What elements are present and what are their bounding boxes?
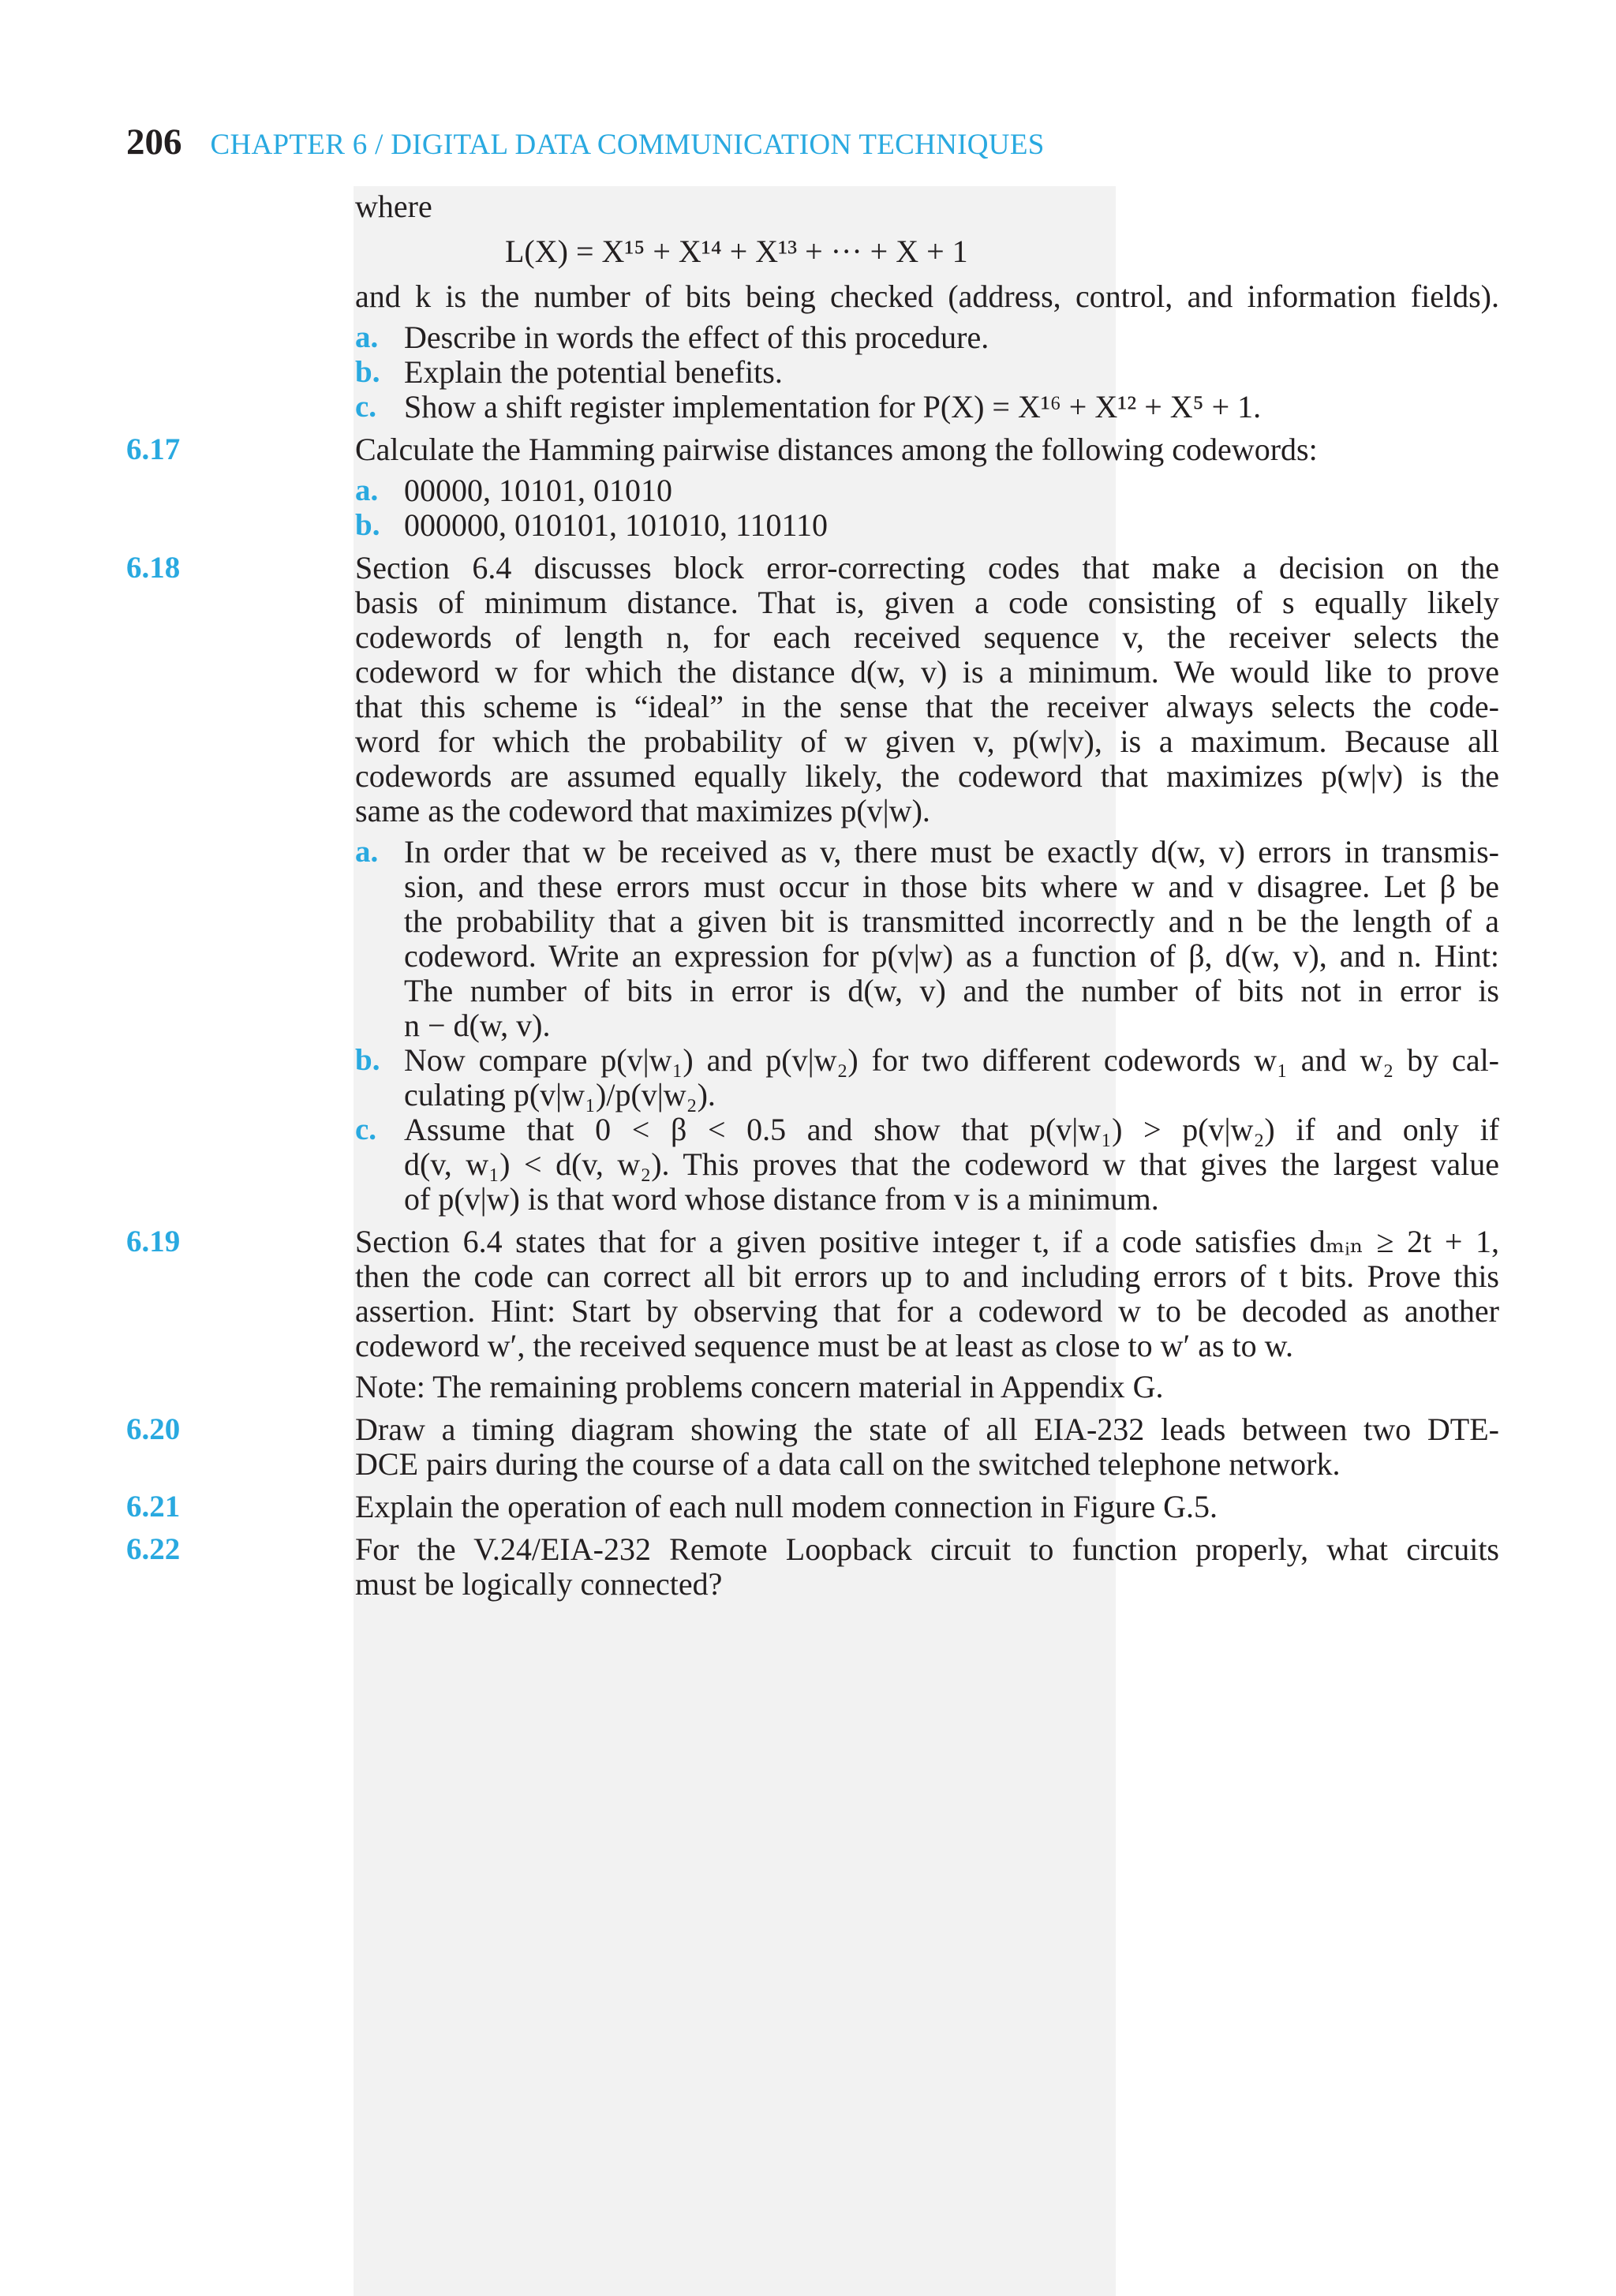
problem-text: basis of minimum distance. That is, given a code consisting of s equally likely [355,585,1499,620]
definition-text: and k is the number of bits being checked (address, control, and information fields). [355,279,1499,314]
subitem-letter: c. [355,390,377,424]
problem-6-21 [126,1490,1499,1524]
subitem-text: codeword. Write an expression for p(v|w) as a function of β, d(w, v), and n. Hint: [404,938,1499,974]
problem-number: 6.21 [126,1490,181,1524]
problem-number: 6.22 [126,1532,181,1566]
subitem [126,355,1499,390]
subitem-letter: b. [355,508,380,542]
problem-text: codeword w for which the distance d(w, v) is a minimum. We would like to prove [355,654,1499,690]
subitem-text: 000000, 010101, 101010, 110110 [404,507,829,543]
note-text: Note: The remaining problems concern material in Appendix G. [355,1369,1164,1404]
subitem [126,1043,1499,1112]
subitem-text: Explain the potential benefits. [404,354,783,390]
subitem-text: Assume that 0 < β < 0.5 and show that p(v|w₁) > p(v|w₂) if and only if [404,1112,1499,1147]
continued-problem [126,189,1499,224]
subitem-letter: b. [355,355,380,389]
problem-number: 6.17 [126,432,181,466]
subitem-letter: c. [355,1112,377,1146]
equation-lx: L(X) = X¹⁵ + X¹⁴ + X¹³ + ··· + X + 1 [505,234,968,269]
problem-text: then the code can correct all bit errors up to and including errors of t bits. Prove this [355,1258,1499,1294]
problem-text: codewords of length n, for each received sequence v, the receiver selects the [355,619,1499,655]
page-body [126,189,1499,1602]
problem-number: 6.18 [126,551,181,585]
problem-text: assertion. Hint: Start by observing that for a codeword w to be decoded as another [355,1293,1499,1329]
problem-text: Explain the operation of each null modem connection in Figure G.5. [355,1489,1218,1524]
subitem-text: Now compare p(v|w₁) and p(v|w₂) for two different codewords w₁ and w₂ by cal- [404,1042,1499,1078]
chapter-title: CHAPTER 6 / DIGITAL DATA COMMUNICATION TECHNIQUES [210,129,1045,161]
problem-text: Section 6.4 states that for a given positive integer t, if a code satisfies dₘᵢₙ ≥ 2t + 1, [355,1224,1499,1259]
subitem-letter: a. [355,320,379,354]
problem-6-18 [126,551,1499,828]
subitem [126,835,1499,1043]
subitem-letter: a. [355,473,379,507]
problem-6-17 [126,432,1499,467]
subitem-letter: b. [355,1043,380,1077]
subitem [126,320,1499,355]
subitem-text: The number of bits in error is d(w, v) and the number of bits not in error is [404,973,1499,1008]
subitem-text: In order that w be received as v, there must be exactly d(w, v) errors in transmis- [404,834,1499,869]
subitem-text: 00000, 10101, 01010 [404,473,672,508]
subitem-text: the probability that a given bit is transmitted incorrectly and n be the length of a [404,903,1499,939]
subitem [126,390,1499,424]
problem-6-19 [126,1225,1499,1363]
subitem-letter: a. [355,835,379,869]
problem-text: codeword w′, the received sequence must be at least as close to w′ as to w. [355,1328,1293,1363]
problem-6-22 [126,1532,1499,1602]
subitem-text: d(v, w₁) < d(v, w₂). This proves that the codeword w that gives the largest value [404,1146,1499,1182]
problem-6-20 [126,1412,1499,1482]
subitem [126,508,1499,543]
subitem [126,473,1499,508]
problem-text: DCE pairs during the course of a data call on the switched telephone network. [355,1446,1341,1482]
page-number: 206 [126,122,182,163]
where-text: where [355,189,432,224]
problem-text: Draw a timing diagram showing the state of all EIA-232 leads between two DTE- [355,1412,1499,1447]
problem-number: 6.19 [126,1225,181,1258]
appendix-note [126,1370,1499,1404]
problem-text: same as the codeword that maximizes p(v|w). [355,793,930,828]
problem-text: For the V.24/EIA-232 Remote Loopback circuit to function properly, what circuits [355,1531,1499,1567]
subitem-text: culating p(v|w₁)/p(v|w₂). [404,1077,716,1112]
subitem-text: Describe in words the effect of this procedure. [404,320,989,355]
problem-text: that this scheme is “ideal” in the sense that the receiver always selects the code- [355,689,1499,724]
subitem-text: n − d(w, v). [404,1008,551,1043]
problem-text: Calculate the Hamming pairwise distances among the following codewords: [355,432,1318,467]
subitem-text: Show a shift register implementation for P(X) = X¹⁶ + X¹² + X⁵ + 1. [404,389,1262,424]
problem-text: codewords are assumed equally likely, the codeword that maximizes p(w|v) is the [355,758,1499,794]
running-header [126,117,1468,167]
subitem [126,1112,1499,1217]
subitem-text: sion, and these errors must occur in those bits where w and v disagree. Let β be [404,869,1499,904]
problem-text: must be logically connected? [355,1566,723,1602]
problem-number: 6.20 [126,1412,181,1446]
subitem-text: of p(v|w) is that word whose distance from v is a minimum. [404,1181,1159,1217]
problem-text: Section 6.4 discusses block error-correcting codes that make a decision on the [355,550,1499,585]
problem-text: word for which the probability of w given v, p(w|v), is a maximum. Because all [355,724,1499,759]
